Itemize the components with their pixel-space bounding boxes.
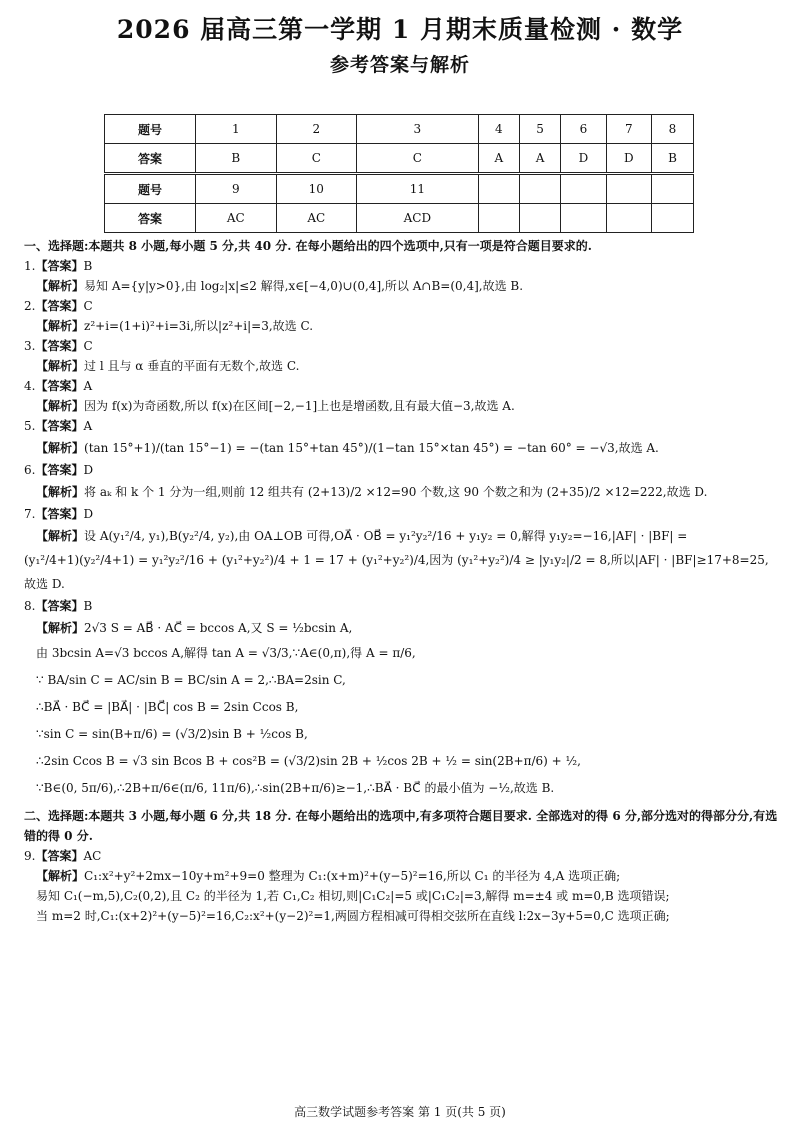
answer-line: 4.【答案】A bbox=[24, 379, 93, 393]
table-cell: AC bbox=[276, 204, 357, 233]
table-cell bbox=[478, 174, 519, 204]
explanation-line: 由 3bcsin A=√3 bccos A,解得 tan A = √3/3,∵A∈(0,π),得 A = π/6, bbox=[36, 646, 416, 660]
solutions-content bbox=[24, 236, 780, 926]
answer-line: 9.【答案】AC bbox=[24, 849, 102, 863]
explanation-line: (y₁²/4+1)(y₂²/4+1) = y₁²y₂²/16 + (y₁²+y₂²)/4 + 1 = 17 + (y₁²+y₂²)/4,因为 (y₁²+y₂²)/4 ≥ |y₁y₂|/2 = 8,所以|AF| · |BF|≥17+8=25,故选 D. bbox=[24, 553, 769, 591]
explanation-line: ∵sin C = sin(B+π/6) = (√3/2)sin B + ½cos B, bbox=[36, 727, 308, 741]
explanation-line: 易知 C₁(−m,5),C₂(0,2),且 C₂ 的半径为 1,若 C₁,C₂ 相切,则|C₁C₂|=5 或|C₁C₂|=3,解得 m=±4 或 m=0,B 选项错误; bbox=[36, 889, 670, 903]
answer-line: 8.【答案】B bbox=[24, 599, 93, 613]
table-cell: A bbox=[519, 144, 560, 174]
answer-line: 1.【答案】B bbox=[24, 259, 93, 273]
table-cell: 11 bbox=[357, 174, 479, 204]
answer-table bbox=[104, 114, 694, 233]
table-cell bbox=[651, 204, 693, 233]
section-heading-multi: 二、选择题:本题共 3 小题,每小题 6 分,共 18 分. 在每小题给出的选项中,有多项符合题目要求. 全部选对的得 6 分,部分选对的得部分分,有选错的得 0 分. bbox=[24, 809, 778, 843]
table-cell bbox=[606, 204, 651, 233]
table-cell: 8 bbox=[651, 115, 693, 144]
row-header: 题号 bbox=[105, 174, 196, 204]
table-cell bbox=[561, 174, 606, 204]
answer-line: 2.【答案】C bbox=[24, 299, 93, 313]
row-header: 题号 bbox=[105, 115, 196, 144]
table-cell: 6 bbox=[561, 115, 606, 144]
table-cell: D bbox=[561, 144, 606, 174]
section-heading-choice: 一、选择题:本题共 8 小题,每小题 5 分,共 40 分. 在每小题给出的四个选项中,只有一项是符合题目要求的. bbox=[24, 239, 592, 253]
table-cell: AC bbox=[196, 204, 277, 233]
table-row bbox=[105, 204, 694, 233]
table-cell bbox=[561, 204, 606, 233]
explanation-line: 【解析】2√3 S = AB⃗ · AC⃗ = bccos A,又 S = ½bcsin A, bbox=[36, 621, 353, 635]
table-cell: 4 bbox=[478, 115, 519, 144]
explanation-line: ∵B∈(0, 5π/6),∴2B+π/6∈(π/6, 11π/6),∴sin(2B+π/6)≥−1,∴BA⃗ · BC⃗ 的最小值为 −½,故选 B. bbox=[36, 781, 555, 795]
explanation-line: 【解析】设 A(y₁²/4, y₁),B(y₂²/4, y₂),由 OA⊥OB 可得,OA⃗ · OB⃗ = y₁²y₂²/16 + y₁y₂ = 0,解得 y₁y₂=−16,|AF| · |BF| = bbox=[36, 529, 688, 543]
table-cell bbox=[519, 204, 560, 233]
table-cell: D bbox=[606, 144, 651, 174]
table-cell bbox=[606, 174, 651, 204]
table-cell: 10 bbox=[276, 174, 357, 204]
explanation-line: 【解析】过 l 且与 α 垂直的平面有无数个,故选 C. bbox=[36, 359, 300, 373]
table-cell: 9 bbox=[196, 174, 277, 204]
explanation-line: 【解析】因为 f(x)为奇函数,所以 f(x)在区间[−2,−1]上也是增函数,且有最大值−3,故选 A. bbox=[36, 399, 515, 413]
table-row bbox=[105, 144, 694, 174]
explanation-line: ∴BA⃗ · BC⃗ = |BA⃗| · |BC⃗| cos B = 2sin Ccos B, bbox=[36, 700, 299, 714]
explanation-line: 【解析】易知 A={y|y>0},由 log₂|x|≤2 解得,x∈[−4,0)∪(0,4],所以 A∩B=(0,4],故选 B. bbox=[36, 279, 524, 293]
explanation-line: 【解析】将 aₖ 和 k 个 1 分为一组,则前 12 组共有 (2+13)/2 ×12=90 个数,这 90 个数之和为 (2+35)/2 ×12=222,故选 D. bbox=[36, 485, 708, 499]
answer-line: 6.【答案】D bbox=[24, 463, 94, 477]
table-cell: ACD bbox=[357, 204, 479, 233]
row-header: 答案 bbox=[105, 204, 196, 233]
document-subtitle: 参考答案与解析 bbox=[329, 54, 470, 76]
table-cell: 2 bbox=[276, 115, 357, 144]
explanation-line: 【解析】(tan 15°+1)/(tan 15°−1) = −(tan 15°+tan 45°)/(1−tan 15°×tan 45°) = −tan 60° = −√3,故选 A. bbox=[36, 441, 659, 455]
table-cell: B bbox=[651, 144, 693, 174]
table-cell bbox=[478, 204, 519, 233]
answer-line: 5.【答案】A bbox=[24, 419, 93, 433]
table-cell: A bbox=[478, 144, 519, 174]
table-cell bbox=[651, 174, 693, 204]
table-cell: C bbox=[276, 144, 357, 174]
row-header: 答案 bbox=[105, 144, 196, 174]
explanation-line: 【解析】C₁:x²+y²+2mx−10y+m²+9=0 整理为 C₁:(x+m)²+(y−5)²=16,所以 C₁ 的半径为 4,A 选项正确; bbox=[36, 869, 621, 883]
explanation-line: ∴2sin Ccos B = √3 sin Bcos B + cos²B = (√3/2)sin 2B + ½cos 2B + ½ = sin(2B+π/6) + ½, bbox=[36, 754, 581, 768]
answer-line: 3.【答案】C bbox=[24, 339, 93, 353]
answer-line: 7.【答案】D bbox=[24, 507, 94, 521]
table-row bbox=[105, 174, 694, 204]
explanation-line: ∵ BA/sin C = AC/sin B = BC/sin A = 2,∴BA=2sin C, bbox=[36, 673, 346, 687]
table-cell: 5 bbox=[519, 115, 560, 144]
explanation-line: 【解析】z²+i=(1+i)²+i=3i,所以|z²+i|=3,故选 C. bbox=[36, 319, 314, 333]
explanation-line: 当 m=2 时,C₁:(x+2)²+(y−5)²=16,C₂:x²+(y−2)²=1,两圆方程相减可得相交弦所在直线 l:2x−3y+5=0,C 选项正确; bbox=[36, 909, 670, 923]
table-cell: 1 bbox=[196, 115, 277, 144]
table-cell: 7 bbox=[606, 115, 651, 144]
table-cell: B bbox=[196, 144, 277, 174]
document-title: 2026 届高三第一学期 1 月期末质量检测 · 数学 bbox=[116, 15, 684, 44]
table-row bbox=[105, 115, 694, 144]
table-cell bbox=[519, 174, 560, 204]
page-footer: 高三数学试题参考答案 第 1 页(共 5 页) bbox=[294, 1105, 506, 1119]
table-cell: C bbox=[357, 144, 479, 174]
table-cell: 3 bbox=[357, 115, 479, 144]
